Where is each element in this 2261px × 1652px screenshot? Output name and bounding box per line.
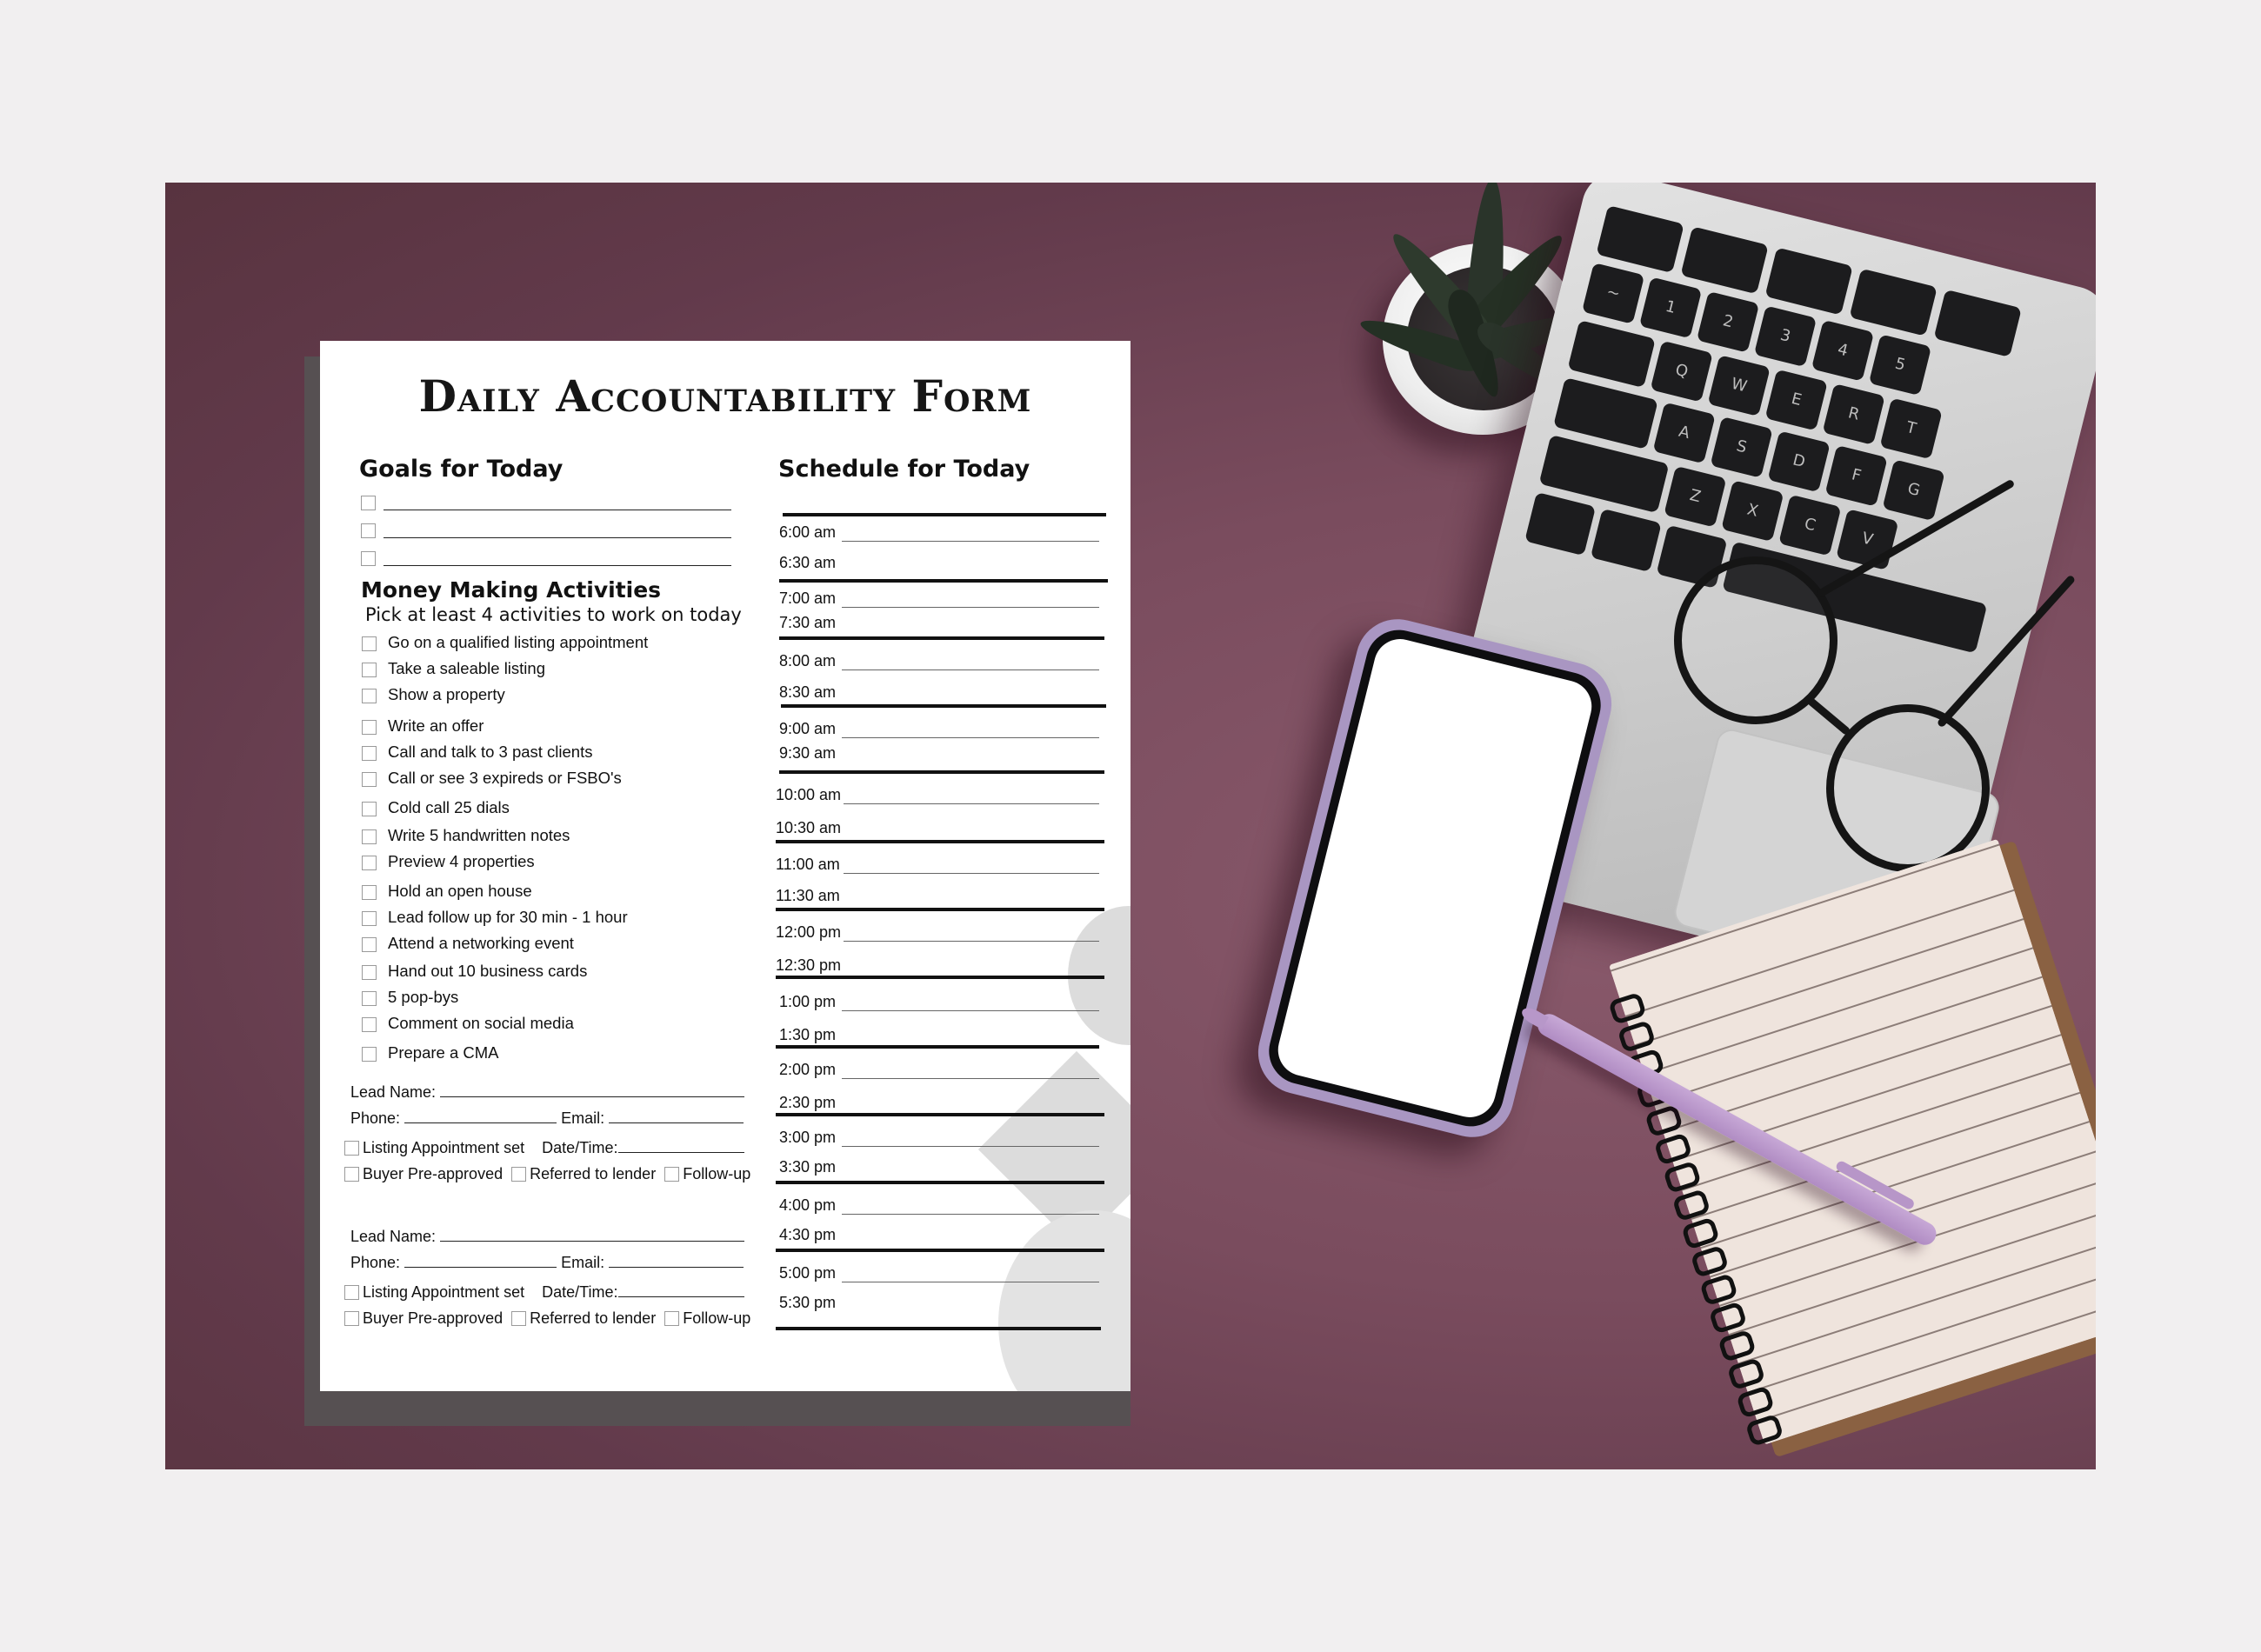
- goal-line[interactable]: [384, 565, 731, 566]
- schedule-heading: Schedule for Today: [778, 456, 1030, 483]
- key: F: [1824, 445, 1887, 507]
- money-activities-heading: Money Making Activities: [361, 577, 662, 603]
- phone-bezel: [1262, 623, 1607, 1134]
- goal-checkbox[interactable]: [361, 496, 376, 510]
- activity-label: Take a saleable listing: [388, 659, 545, 677]
- activity-checkbox[interactable]: [362, 802, 377, 816]
- lead-name-label: Lead Name:: [350, 1228, 437, 1245]
- schedule-divider: [779, 636, 1104, 640]
- money-activities-subtitle: Pick at least 4 activities to work on today: [365, 604, 742, 625]
- schedule-divider: [779, 770, 1104, 774]
- activity-checkbox[interactable]: [362, 1017, 377, 1032]
- lead-email-label: Email:: [561, 1254, 605, 1271]
- activity-label: Call and talk to 3 past clients: [388, 743, 593, 761]
- lender-label: Referred to lender: [530, 1165, 657, 1182]
- slot-time: 9:00 am: [779, 720, 837, 737]
- form-title: Daily Accountability Form: [418, 370, 1032, 422]
- lead-phone-label: Phone:: [350, 1109, 401, 1127]
- slot-time: 2:30 pm: [779, 1094, 837, 1111]
- laptop-keyboard: [1591, 183, 2096, 550]
- schedule-divider: [776, 1113, 1104, 1116]
- phone-screen: [1272, 634, 1597, 1123]
- activity-checkbox[interactable]: [362, 829, 377, 844]
- lead-name-label: Lead Name:: [350, 1083, 437, 1101]
- followup-label: Follow-up: [683, 1165, 751, 1182]
- activity-checkbox[interactable]: [362, 689, 377, 703]
- goal-line[interactable]: [384, 537, 731, 538]
- activity-checkbox[interactable]: [362, 965, 377, 980]
- key: 1: [1639, 277, 1702, 339]
- slot-time: 8:30 am: [779, 683, 837, 701]
- activity-checkbox[interactable]: [362, 911, 377, 926]
- schedule-divider: [776, 1327, 1101, 1330]
- datetime-field[interactable]: [618, 1284, 744, 1297]
- listing-checkbox[interactable]: [344, 1285, 359, 1300]
- slot-time: 4:00 pm: [779, 1196, 837, 1214]
- schedule-divider: [776, 840, 1104, 843]
- activity-checkbox[interactable]: [362, 1047, 377, 1062]
- key: 4: [1811, 320, 1874, 382]
- key: A: [1653, 403, 1716, 464]
- schedule-divider: [776, 1045, 1099, 1049]
- slot-time: 10:30 am: [776, 819, 842, 836]
- goal-checkbox[interactable]: [361, 523, 376, 538]
- slot-time: 5:30 pm: [779, 1294, 837, 1311]
- listing-label: Listing Appointment set: [363, 1283, 525, 1301]
- lead-buyer-row: [344, 1309, 750, 1328]
- decorative-shape: [998, 1210, 1130, 1391]
- activity-checkbox[interactable]: [362, 663, 377, 677]
- activity-checkbox[interactable]: [362, 856, 377, 870]
- activity-label: Hold an open house: [388, 882, 532, 900]
- lead-phone-field[interactable]: [404, 1255, 557, 1268]
- followup-checkbox[interactable]: [664, 1311, 679, 1326]
- smartphone: [1250, 610, 1621, 1146]
- activity-label: Preview 4 properties: [388, 852, 535, 870]
- buyer-checkbox[interactable]: [344, 1311, 359, 1326]
- key: X: [1721, 480, 1784, 542]
- key: E: [1765, 370, 1828, 431]
- slot-time: 3:00 pm: [779, 1129, 837, 1146]
- slot-time: 6:30 am: [779, 554, 837, 571]
- activity-checkbox[interactable]: [362, 991, 377, 1006]
- slot-time: 9:30 am: [779, 744, 837, 762]
- slot-time: 1:30 pm: [779, 1026, 837, 1043]
- lead-name-field[interactable]: [440, 1229, 744, 1242]
- slot-time: 4:30 pm: [779, 1226, 837, 1243]
- slot-time: 7:30 am: [779, 614, 837, 631]
- buyer-checkbox[interactable]: [344, 1167, 359, 1182]
- key: G: [1882, 459, 1944, 521]
- slot-time: 12:30 pm: [776, 956, 842, 974]
- lead-listing-row: [344, 1139, 744, 1157]
- goal-checkbox[interactable]: [361, 551, 376, 566]
- activity-label: Call or see 3 expireds or FSBO's: [388, 769, 622, 787]
- slot-time: 7:00 am: [779, 590, 837, 607]
- lead-email-label: Email:: [561, 1109, 605, 1127]
- slot-time: 11:00 am: [776, 856, 840, 873]
- key: S: [1711, 416, 1773, 478]
- goals-heading: Goals for Today: [359, 456, 564, 483]
- slot-time: 1:00 pm: [779, 993, 837, 1010]
- buyer-label: Buyer Pre-approved: [363, 1309, 504, 1327]
- key: V: [1836, 509, 1898, 570]
- key: 3: [1754, 305, 1817, 367]
- slot-time: 10:00 am: [776, 786, 842, 803]
- schedule-divider: [776, 908, 1104, 911]
- slot-time: 3:30 pm: [779, 1158, 837, 1176]
- slot-time: 12:00 pm: [776, 923, 842, 941]
- datetime-label: Date/Time:: [542, 1283, 618, 1301]
- slot-time: 11:30 am: [776, 887, 840, 904]
- lender-label: Referred to lender: [530, 1309, 657, 1327]
- accountability-form: [320, 341, 1130, 1391]
- lead-phone-row: [350, 1254, 744, 1272]
- lead-email-field[interactable]: [609, 1255, 744, 1268]
- slot-time: 5:00 pm: [779, 1264, 837, 1282]
- lender-checkbox[interactable]: [511, 1311, 526, 1326]
- activity-label: Write an offer: [388, 716, 484, 735]
- followup-label: Follow-up: [683, 1309, 751, 1327]
- slot-time: 6:00 am: [779, 523, 837, 541]
- schedule-divider: [776, 976, 1104, 979]
- key: Q: [1651, 341, 1713, 403]
- lead-phone-label: Phone:: [350, 1254, 401, 1271]
- buyer-label: Buyer Pre-approved: [363, 1165, 504, 1182]
- schedule-divider: [776, 1249, 1104, 1252]
- activity-label: Attend a networking event: [388, 934, 574, 952]
- key: R: [1823, 383, 1885, 445]
- activity-label: Cold call 25 dials: [388, 798, 510, 816]
- schedule-divider: [783, 513, 1106, 516]
- activity-label: Show a property: [388, 685, 505, 703]
- slot-time: 8:00 am: [779, 652, 837, 669]
- activity-checkbox[interactable]: [362, 746, 377, 761]
- key: C: [1778, 495, 1841, 556]
- datetime-field[interactable]: [618, 1140, 744, 1153]
- key: T: [1880, 398, 1943, 460]
- activity-label: 5 pop-bys: [388, 988, 459, 1006]
- key: ~: [1582, 263, 1644, 324]
- key: D: [1768, 430, 1831, 492]
- activity-checkbox[interactable]: [362, 937, 377, 952]
- activity-checkbox[interactable]: [362, 720, 377, 735]
- lead-email-field[interactable]: [609, 1110, 744, 1123]
- schedule-divider: [776, 1181, 1104, 1184]
- desk-scene: [165, 183, 2096, 1469]
- key: 2: [1697, 291, 1759, 353]
- lead-phone-row: [350, 1109, 744, 1128]
- activity-label: Write 5 handwritten notes: [388, 826, 570, 844]
- key: 5: [1869, 334, 1931, 396]
- activity-checkbox[interactable]: [362, 636, 377, 651]
- key: Z: [1664, 466, 1726, 528]
- activity-label: Go on a qualified listing appointment: [388, 633, 649, 651]
- lead-name-field[interactable]: [440, 1084, 744, 1097]
- followup-checkbox[interactable]: [664, 1167, 679, 1182]
- listing-label: Listing Appointment set: [363, 1139, 525, 1156]
- activity-label: Comment on social media: [388, 1014, 574, 1032]
- key: W: [1708, 355, 1771, 416]
- activity-checkbox[interactable]: [362, 772, 377, 787]
- lead-listing-row: [344, 1283, 744, 1302]
- activity-checkbox[interactable]: [362, 885, 377, 900]
- slot-time: 2:00 pm: [779, 1061, 837, 1078]
- listing-checkbox[interactable]: [344, 1141, 359, 1156]
- schedule-divider: [781, 704, 1106, 708]
- lead-phone-field[interactable]: [404, 1110, 557, 1123]
- activity-label: Lead follow up for 30 min - 1 hour: [388, 908, 628, 926]
- lead-name-row: [350, 1083, 744, 1102]
- lender-checkbox[interactable]: [511, 1167, 526, 1182]
- datetime-label: Date/Time:: [542, 1139, 618, 1156]
- lead-buyer-row: [344, 1165, 750, 1183]
- schedule-divider: [779, 579, 1108, 583]
- activity-label: Prepare a CMA: [388, 1043, 499, 1062]
- activity-label: Hand out 10 business cards: [388, 962, 588, 980]
- lead-name-row: [350, 1228, 744, 1246]
